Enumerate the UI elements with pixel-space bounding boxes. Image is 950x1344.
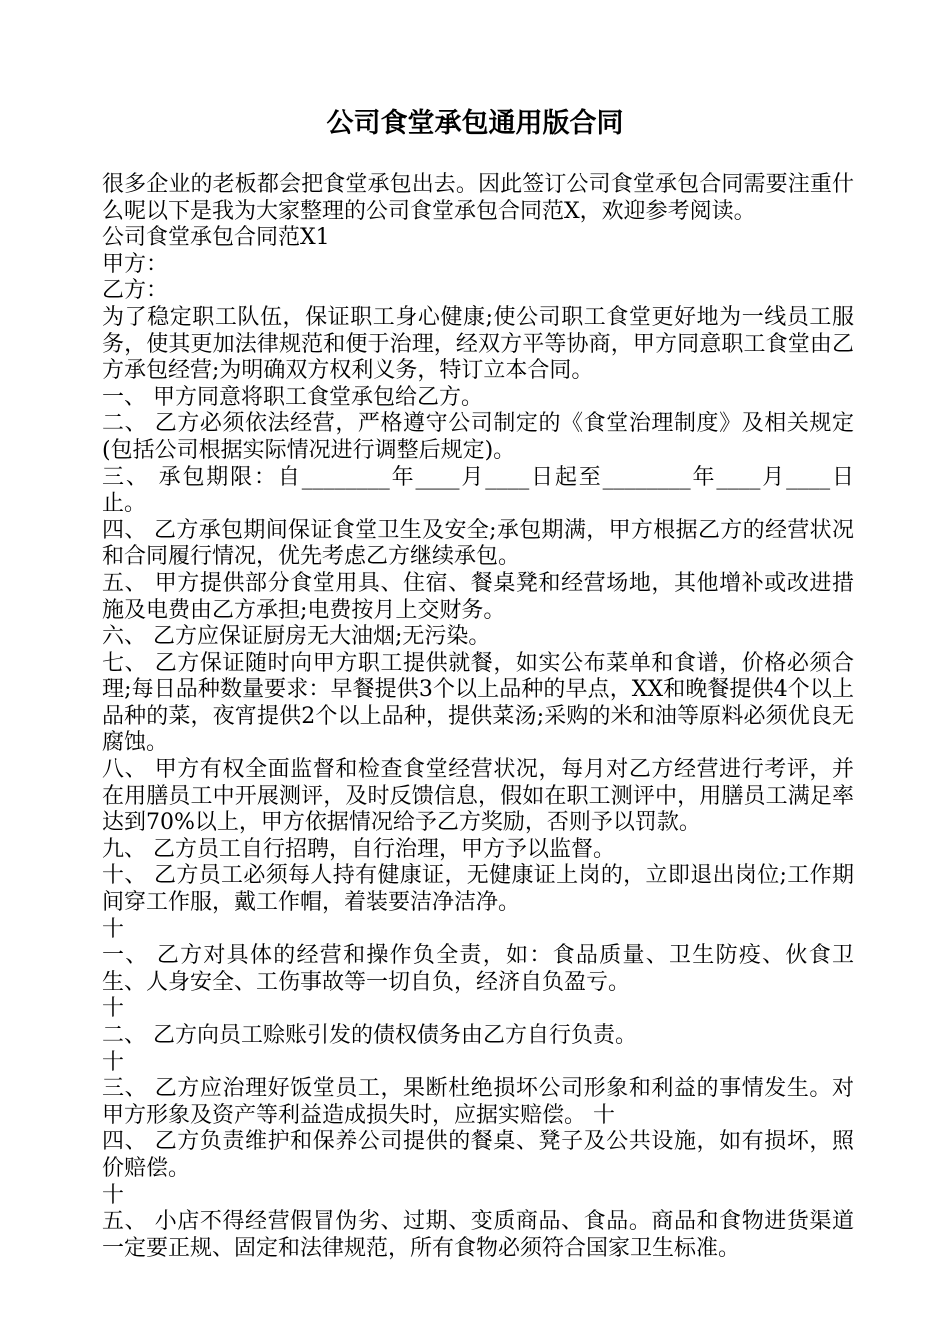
- clause-7: 七、 乙方保证随时向甲方职工提供就餐，如实公布菜单和食谱，价格必须合理;每日品种数量要求：早餐提供3个以上品种的早点，XX和晚餐提供4个以上品种的菜，夜宵提供2个以上品种，提供菜汤;采购的米和油等原料必须优良无腐蚀。: [102, 650, 854, 756]
- clause-15: 五、 小店不得经营假冒伪劣、过期、变质商品、食品。商品和食物进货渠道一定要正规、固定和法律规范，所有食物必须符合国家卫生标准。: [102, 1209, 854, 1261]
- clause-10: 十、 乙方员工必须每人持有健康证，无健康证上岗的，立即退出岗位;工作期间穿工作服，戴工作帽，着装要洁净洁净。: [102, 863, 854, 916]
- clause-6: 六、 乙方应保证厨房无大油烟;无污染。: [102, 624, 491, 650]
- clause-11: 一、 乙方对具体的经营和操作负全责，如：食品质量、卫生防疫、伙食卫生、人身安全、工伤事故等一切自负，经济自负盈亏。: [102, 943, 854, 995]
- clause-number-fragment: 十: [102, 916, 125, 942]
- clause-2: 二、 乙方必须依法经营，严格遵守公司制定的《食堂治理制度》及相关规定(包括公司根据实际情况进行调整后规定)。: [102, 411, 854, 463]
- preamble-paragraph: 为了稳定职工队伍，保证职工身心健康;使公司职工食堂更好地为一线员工服务，使其更加法律规范和便于治理，经双方平等协商，甲方同意职工食堂由乙方承包经营;为明确双方权利义务，特订立本合同。: [102, 304, 854, 384]
- section-heading: 公司食堂承包合同范X1: [102, 225, 330, 251]
- clause-12: 二、 乙方向员工赊账引发的债权债务由乙方自行负责。: [102, 1023, 637, 1048]
- intro-paragraph: 很多企业的老板都会把食堂承包出去。因此签订公司食堂承包合同需要注重什么呢以下是我为大家整理的公司食堂承包合同范X，欢迎参考阅读。: [102, 172, 854, 224]
- clause-number-fragment: 十: [102, 996, 125, 1022]
- clause-4: 四、 乙方承包期间保证食堂卫生及安全;承包期满，甲方根据乙方的经营状况和合同履行情况，优先考虑乙方继续承包。: [102, 517, 854, 570]
- clause-number-fragment: 十: [102, 1182, 125, 1208]
- clause-9: 九、 乙方员工自行招聘，自行治理，甲方予以监督。: [102, 836, 615, 862]
- clause-14: 四、 乙方负责维护和保养公司提供的餐桌、凳子及公共设施，如有损坏，照价赔偿。: [102, 1129, 854, 1181]
- party-a-line: 甲方：: [102, 251, 169, 277]
- clause-3: 三、 承包期限：自________年____月____日起至________年____月____日止。: [102, 464, 854, 517]
- clause-8: 八、 甲方有权全面监督和检查食堂经营状况，每月对乙方经营进行考评，并在用膳员工中开展测评，及时反馈信息，假如在职工测评中，用膳员工满足率达到70%以上，甲方依据情况给予乙方奖励，否则予以罚款。: [102, 757, 854, 836]
- document-title: 公司食堂承包通用版合同: [326, 108, 624, 139]
- party-b-line: 乙方：: [102, 278, 169, 304]
- document-body: [102, 172, 854, 1262]
- clause-1: 一、 甲方同意将职工食堂承包给乙方。: [102, 384, 483, 410]
- clause-5: 五、 甲方提供部分食堂用具、住宿、餐桌凳和经营场地，其他增补或改进措施及电费由乙方承担;电费按月上交财务。: [102, 570, 854, 623]
- clause-number-fragment: 十: [102, 1049, 125, 1075]
- clause-13: 三、 乙方应治理好饭堂员工，果断杜绝损坏公司形象和利益的事情发生。对甲方形象及资产等利益造成损失时，应据实赔偿。 十: [102, 1076, 854, 1128]
